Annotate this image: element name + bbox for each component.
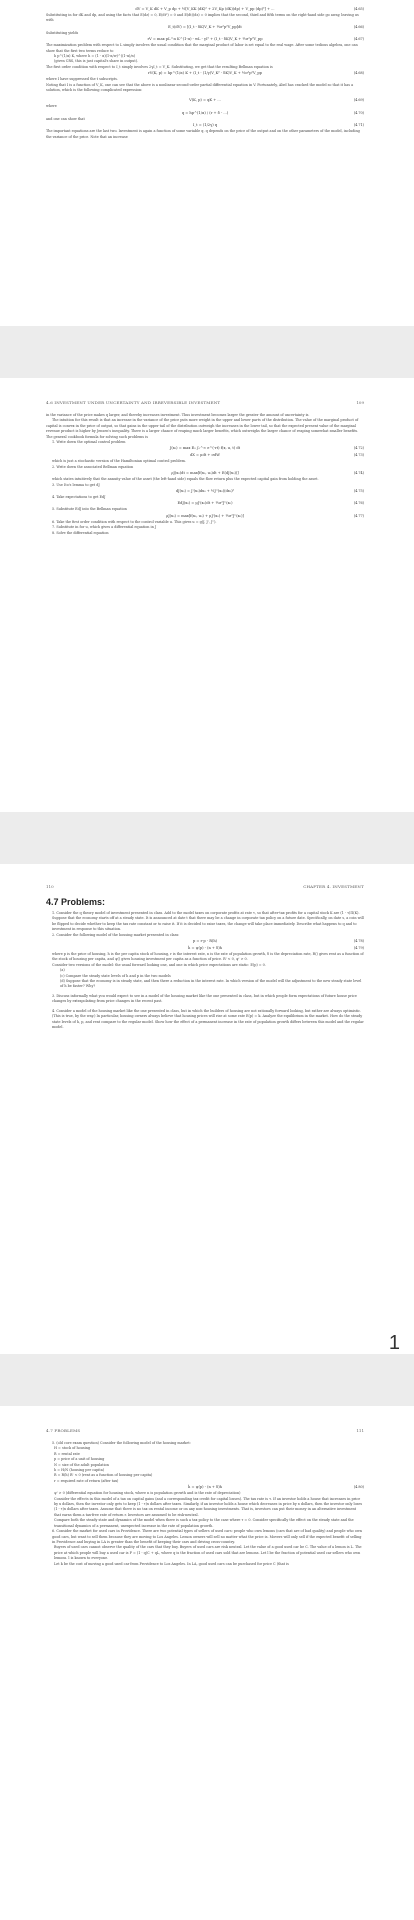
equation: dV = V_K dK + V_p dp + ½[V_KK (dK)² + 2V_Kp (dK)(dp) + V_pp (dp)²] + ... (4.65): [135, 7, 364, 11]
page-indicator: 1: [388, 1332, 400, 1354]
equation: ḣ = ψ(p) - (n + δ)h (4.80): [188, 1485, 364, 1490]
equation: ρJ(x₀)dt = max[f(x₀, u₀)dt + E(dJ(x₀))] (4.74): [171, 471, 364, 476]
page-1: [0, 0, 414, 326]
text-line: which is just a stochastic version of the Hamiltonian optimal control problem.: [52, 459, 186, 464]
list-item: 3. Discuss informally what you would expect to see in a model of the housing market like the one presented in class, but in which people form expectations of future house price changes by extrapolating from price changes in the recent past.: [52, 993, 357, 1004]
text-line: (given CRS, this is just capital's share in output).: [54, 59, 139, 64]
text-line: R = rental rate: [54, 1451, 80, 1456]
equation: rV = max pL^α K^(1-α) - wL - γI² + (I_t - δK)V_K + ½σ²p²V_pp (4.67): [147, 37, 364, 42]
page-number: 110: [46, 884, 54, 889]
text-line: ψ' > 0 (differential equation for housing stock, where n is population growth and is the rate of depreciation): [54, 1491, 241, 1496]
page-gap: [0, 1354, 414, 1406]
page-4: [0, 1406, 414, 1920]
equation: J(x₀) = max E₀ ∫₀^∞ e^(-rt) f(x, u, t) dt (4.72): [169, 446, 364, 451]
list-item: 4. Take expectations to get EdJ: [52, 495, 106, 500]
section-title: 4.7 Problems:: [46, 897, 106, 907]
list-item: where p is the price of housing, h is the per capita stock of housing, r is the interest rate, n is the rate of population growth, δ is the depreciation rate, R() gives rent as a function of the stock of housing per capita, and ψ() gives housing investment per capita as a function of price. R' < 0, ψ' > 0.: [52, 952, 364, 962]
list-item: 6. Consider the market for used cars in Providence. There are two potential types of sellers of used cars: people who own lemons (cars that are of bad quality) and people who own good cars, but want to sell them because they are moving to Los Angeles. Lemon owners will sell no matter what the price is. Movers will only sell if the expected benefit of selling in Providence and buying in LA is greater than the benefit of keeping their cars and driving cross-country.: [52, 1529, 362, 1544]
list-item: 7. Substitute in for u, which gives a differential equation in J: [52, 525, 157, 530]
text-line: r = required rate of return (after tax): [54, 1478, 119, 1483]
header-title: 4.6 INVESTMENT UNDER UNCERTAINTY AND IRREVERSIBLE INVESTMENT: [46, 400, 221, 405]
equation: p = r·p - R(h) (4.78): [192, 939, 364, 944]
text-line: h p^(1/α) K, where h = (1 - α)(1-α/w)^((1-α)/α): [54, 54, 136, 59]
page-2: [0, 378, 414, 812]
text-line: which states intuitively that the annuity value of the asset (the left-hand side) equals the flow return plus the expected capital gain from holding the asset.: [52, 477, 319, 482]
text-line: in the variance of the price makes q larger, and thereby increases investment. Thus investment becomes larger the greater the amount of uncertainty is.: [46, 413, 310, 417]
list-item: 5. Substitute EdJ into the Bellman equation: [52, 507, 127, 512]
list-item: 1. Consider the q theory model of investment presented in class. Add to the model taxes on corporate profits at rate τ, so that after-tax profits for a capital stock K are (1 - τ)Π(K). Suppose that the economy starts off at a steady state. It is announced at date t that there may be a change in corporate tax policy on a future date. Specifically, on date s, a coin will be flipped to decide whether to keep the tax rate constant or to raise it. If it is decided to raise taxes, the change will take place immediately. Describe what happens to q and to investment in response to this situation.: [52, 911, 364, 932]
text-line: Consider the effects in this model of a tax on capital gains (and a corresponding tax credit for capital losses). The tax rate is τ. If an investor holds a house that increases in price by x dollars, then the investor only gets to keep (1 - τ)x dollars after taxes. Similarly, if an investor holds a house which decreases in price by x dollars, then the investor only loses (1 - τ)x dollars after taxes. Assume that there is no tax on rental income or on any non-housing investments. That is, investors can put their money in an alternative investment that earns them a tax-free rate of return r. Investors are assumed to be risk-neutral.: [54, 1496, 363, 1517]
list-item: 5. (old core exam question) Consider the following model of the housing market:: [52, 1441, 191, 1445]
text-line: where: [46, 104, 57, 109]
text-line: Substituting yields: [46, 30, 79, 35]
page-gap: [0, 812, 414, 864]
text-line: Substituting in for dK and dp, and using the facts that E(dz) = 0, E(dt²) = 0 and E(dt)(dz) = 0 implies that the second, third and fifth terms on the right-hand side go away, leaving us with: [46, 13, 359, 23]
text-line: p = price of a unit of housing: [54, 1457, 105, 1462]
list-item: (a): [60, 968, 65, 973]
page-2-body: [46, 400, 364, 536]
equation: rV(K, p) = hp^(1/α) K + (I_t - (1/γ)V_K² - δK)V_K + ½σ²p²V_pp (4.68): [148, 71, 364, 76]
text-line: The intuition for this result is that an increase in the variance of the price puts more weight in the upper and lower parts of the distribution. The value of the marginal product of capital is convex in the price of output, so that gains in the upper tail of the distribution outweigh the increases in the lower tail, so that the expected present value of the marginal revenue product is higher by Jensen's inequality. There is a larger chance of reaping much larger benefits, which outweighs the larger chance of reaping somewhat smaller benefits.: [46, 418, 359, 434]
equation: I_t = (1/2γ) q (4.71): [192, 123, 364, 128]
list-item: Consider two versions of the model: the usual forward looking one, and one in which price expectations are static: E(p) = 0.: [52, 962, 266, 967]
equation: dJ(x₀) = J'(x₀)dx₀ + ½J''(x₀)(dx₀)² (4.75): [175, 489, 364, 494]
equation: ρJ(x₀) = max[f(x₀, u₀) + μJ'(x₀) + ½σ²J''(x₀)] (4.77): [166, 513, 364, 518]
text-line: h = H/N (housing per capita): [54, 1468, 105, 1473]
header-title: CHAPTER 4. INVESTMENT: [303, 884, 364, 889]
list-item: 6. Take the first order condition with respect to the control variable u. This gives u = g(J, J', J'').: [52, 519, 217, 524]
page-number: 111: [356, 1428, 364, 1433]
list-item: 2. Consider the following model of the housing market presented in class:: [52, 932, 180, 937]
equation: E_t(dV) = [(I_t - δK)V_K + ½σ²p²V_pp]dt (4.66): [168, 24, 364, 29]
text-line: The maximization problem with respect to L simply involves the usual condition that the marginal product of labor is set equal to the real wage. After some tedious algebra, one can show that the first two terms reduce to: [46, 43, 358, 53]
text-line: Buyers of used cars cannot observe the quality of the cars that they buy. Buyers of used cars are risk neutral. Let the value of a good used car be C. The value of a lemon is L. The price at which people will buy a used car is P = (1 - q)C + qL, where q is the fraction of used cars sold that are lemons. Let l be the fraction of potential used car sellers who own lemons. l is known to everyone.: [54, 1545, 362, 1561]
list-item: 2. Write down the associated Bellman equation: [52, 464, 134, 469]
page-3: [0, 864, 414, 1354]
equation: ḣ = ψ(p) - (n + δ)h (4.79): [188, 946, 364, 951]
equation: dX = μdt + σdW (4.73): [190, 453, 364, 458]
page-gap: [0, 326, 414, 378]
list-item: 4. Consider a model of the housing market like the one presented in class, but in which the builders of housing are not rationally forward looking, but rather are always optimistic. (This is true, by the way.) In particular, housing owners always believe that housing prices will rise at some rate E(p) = k. Analyze the equilibrium in the market. How do the steady state levels of h, p, and rent compare to the regular model. Show how the effect of a permanent increase in the rate of population growth differs between this model and the regular model.: [52, 1008, 364, 1029]
text-line: H = stock of housing: [54, 1446, 91, 1451]
equation: q = hp^(1/α) / (r + δ - ...) (4.70): [181, 110, 364, 115]
text-line: Compare both the steady state and dynamics of the model when there is such a tax policy to the case where τ = 0. Consider specifically the effect on the steady state and the transitional dynamics of a permanent, unexpected increase in the rate of population growth.: [54, 1518, 354, 1528]
text-line: R = R(h) R' < 0 (rent as a function of housing per capita): [54, 1473, 153, 1478]
text-line: where I have suppressed the t subscripts.: [46, 77, 118, 82]
equation: EdJ(x₀) = μJ'(x₀)dt + ½σ²J''(x₀) (4.76): [177, 501, 364, 506]
text-line: The important equations are the last two. Investment is again a function of some variable q. q depends on the price of the output and on the other parameters of the model, including the variance of the price. Note that an increase: [46, 129, 360, 139]
list-item: (c) Compare the steady state levels of h and p in the two models: [60, 973, 171, 978]
page-1-body: [46, 6, 364, 140]
list-item: 1. Write down the optimal control problem: [52, 440, 126, 445]
list-item: 3. Use Ito's lemma to get dJ: [52, 482, 100, 487]
page-3-body: [46, 884, 364, 1030]
text-line: The first order condition with respect to I_t simply involves 2γI_t = V_K. Substituting, we get that the resulting Bellman equation is: [46, 64, 273, 69]
list-item: (d) Suppose that the economy is in steady state, and then there a reduction in the interest rate. In which version of the model will the adjustment to the new steady state level of h be faster? Why?: [60, 979, 362, 989]
text-line: N = size of the adult population: [54, 1462, 109, 1467]
text-line: The general cookbook formula for solving such problems is: [46, 434, 148, 439]
page-4-body: [46, 1428, 364, 1567]
list-item: 8. Solve the differential equation: [52, 530, 109, 535]
page-number: 109: [356, 400, 364, 405]
header-title: 4.7 PROBLEMS: [46, 1428, 81, 1433]
text-line: Noting that I is a function of V_K, one can see that the above is a nonlinear second-order partial differential equation in V. Fortunately, Abel has cracked the model so that it has a solution, which is the following complicated expression:: [46, 82, 354, 93]
text-line: Let k be the cost of moving a good used car from Providence to Los Angeles. In LA, good used cars can be purchased for price C (that is: [54, 1561, 289, 1566]
text-line: and one can show that: [46, 116, 85, 121]
equation: V(K, p) = qK + ... (4.69): [189, 98, 364, 103]
